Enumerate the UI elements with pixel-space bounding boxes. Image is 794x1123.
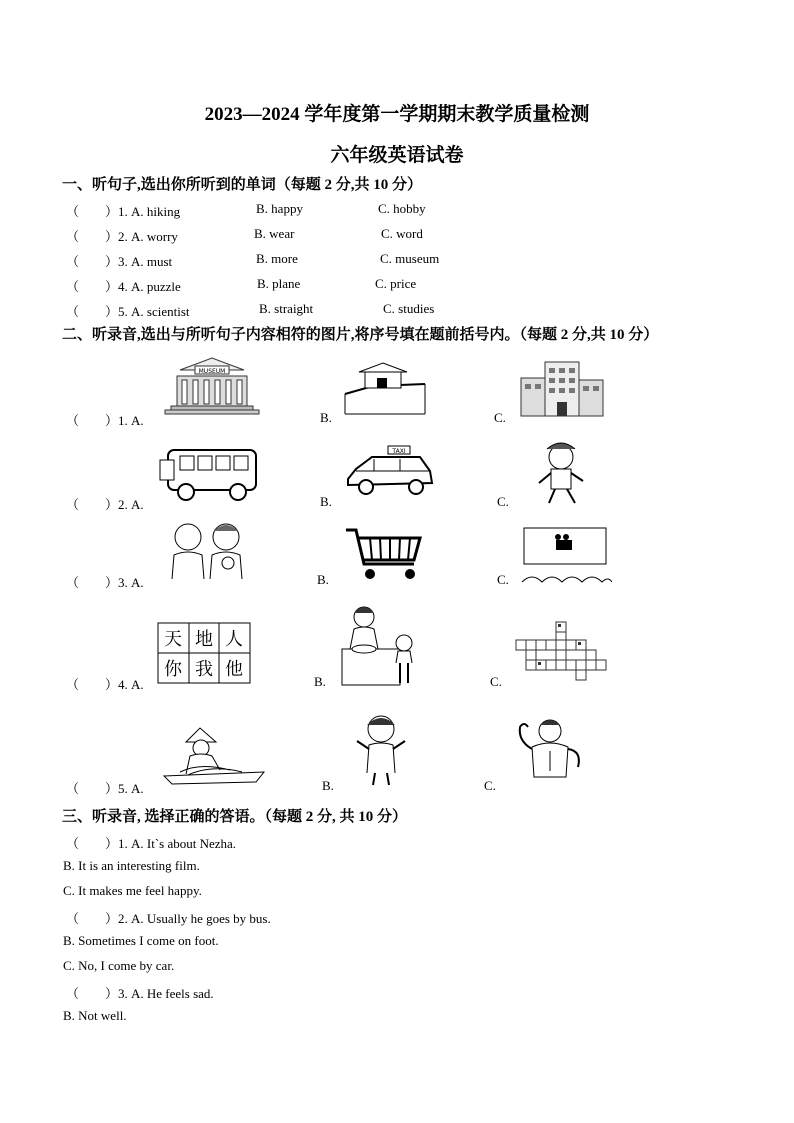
option-c-label: C. <box>490 674 502 689</box>
list-item: C. It makes me feel happy. <box>63 883 202 898</box>
bus-picture <box>158 438 262 502</box>
option-c-label: C. <box>497 572 509 587</box>
svg-text:MUSEUM: MUSEUM <box>198 368 226 375</box>
question-number: （ ）1. A. hiking <box>66 204 181 219</box>
museum-picture <box>155 352 269 418</box>
option-c-label: C. <box>497 494 509 509</box>
option-b: B. plane <box>257 276 301 291</box>
question-number: （ ）3. A. <box>66 575 144 590</box>
svg-text:他: 他 <box>225 659 243 680</box>
great-wall-picture <box>343 360 427 416</box>
taxi-picture <box>344 443 436 501</box>
option-b: B. wear <box>254 226 295 241</box>
question-number: （ ）1. A. <box>66 413 144 428</box>
option-b-label: B. <box>320 494 332 509</box>
option-c-label: C. <box>484 778 496 793</box>
option-c: C. word <box>381 226 423 241</box>
option-b: B. happy <box>256 201 303 216</box>
svg-text:我: 我 <box>195 659 213 680</box>
option-c: C. studies <box>383 301 435 316</box>
section3-heading: 三、听录音, 选择正确的答语。（每题 2 分, 共 10 分） <box>62 809 408 825</box>
grandparents-picture <box>160 519 252 581</box>
page-title: 2023—2024 学年度第一学期期末教学质量检测 <box>204 104 590 125</box>
list-item: B. Sometimes I come on foot. <box>63 933 219 948</box>
section1-heading: 一、听句子,选出你所听到的单词（每题 2 分,共 10 分） <box>62 177 423 193</box>
shopping-cart-picture <box>344 526 424 582</box>
svg-text:地: 地 <box>195 629 213 650</box>
svg-text:TAXI: TAXI <box>392 448 406 455</box>
question-number: （ ）4. A. puzzle <box>66 279 181 294</box>
strong-man-picture <box>510 711 590 789</box>
question-number: （ ）2. A. worry <box>66 229 178 244</box>
list-item: B. It is an interesting film. <box>63 858 200 873</box>
list-item: （ ）1. A. It`s about Nezha. <box>66 836 237 851</box>
scared-boy-picture <box>347 711 415 787</box>
option-b-label: B. <box>322 778 334 793</box>
section2-heading: 二、听录音,选出与所听句子内容相符的图片,将序号填在题前括号内。（每题 2 分,共 10 分） <box>62 327 659 343</box>
option-b-label: B. <box>317 572 329 587</box>
question-number: （ ）2. A. <box>66 497 144 512</box>
fisherman-picture <box>160 724 270 786</box>
chinese-characters-picture <box>157 622 251 684</box>
option-b-label: B. <box>320 410 332 425</box>
option-c: C. hobby <box>378 201 426 216</box>
page-subtitle: 六年级英语试卷 <box>330 145 464 166</box>
tall-building-picture <box>517 356 607 418</box>
list-item: （ ）3. A. He feels sad. <box>66 986 214 1001</box>
option-c-label: C. <box>494 410 506 425</box>
question-number: （ ）3. A. must <box>66 254 173 269</box>
svg-text:你: 你 <box>164 659 182 680</box>
crossword-puzzle-picture <box>512 620 610 684</box>
option-b: B. more <box>256 251 298 266</box>
svg-text:天: 天 <box>164 629 182 650</box>
svg-text:人: 人 <box>225 629 243 650</box>
cooking-picture <box>340 603 422 689</box>
walking-boy-picture <box>519 437 605 507</box>
list-item: B. Not well. <box>63 1008 127 1023</box>
list-item: （ ）2. A. Usually he goes by bus. <box>66 911 271 926</box>
question-number: （ ）5. A. scientist <box>66 304 190 319</box>
option-b: B. straight <box>259 301 314 316</box>
question-number: （ ）5. A. <box>66 781 144 796</box>
option-c: C. museum <box>380 251 440 266</box>
list-item: C. No, I come by car. <box>63 958 175 973</box>
option-c: C. price <box>375 276 417 291</box>
option-b-label: B. <box>314 674 326 689</box>
question-number: （ ）4. A. <box>66 677 144 692</box>
cinema-screen-picture <box>520 524 612 584</box>
